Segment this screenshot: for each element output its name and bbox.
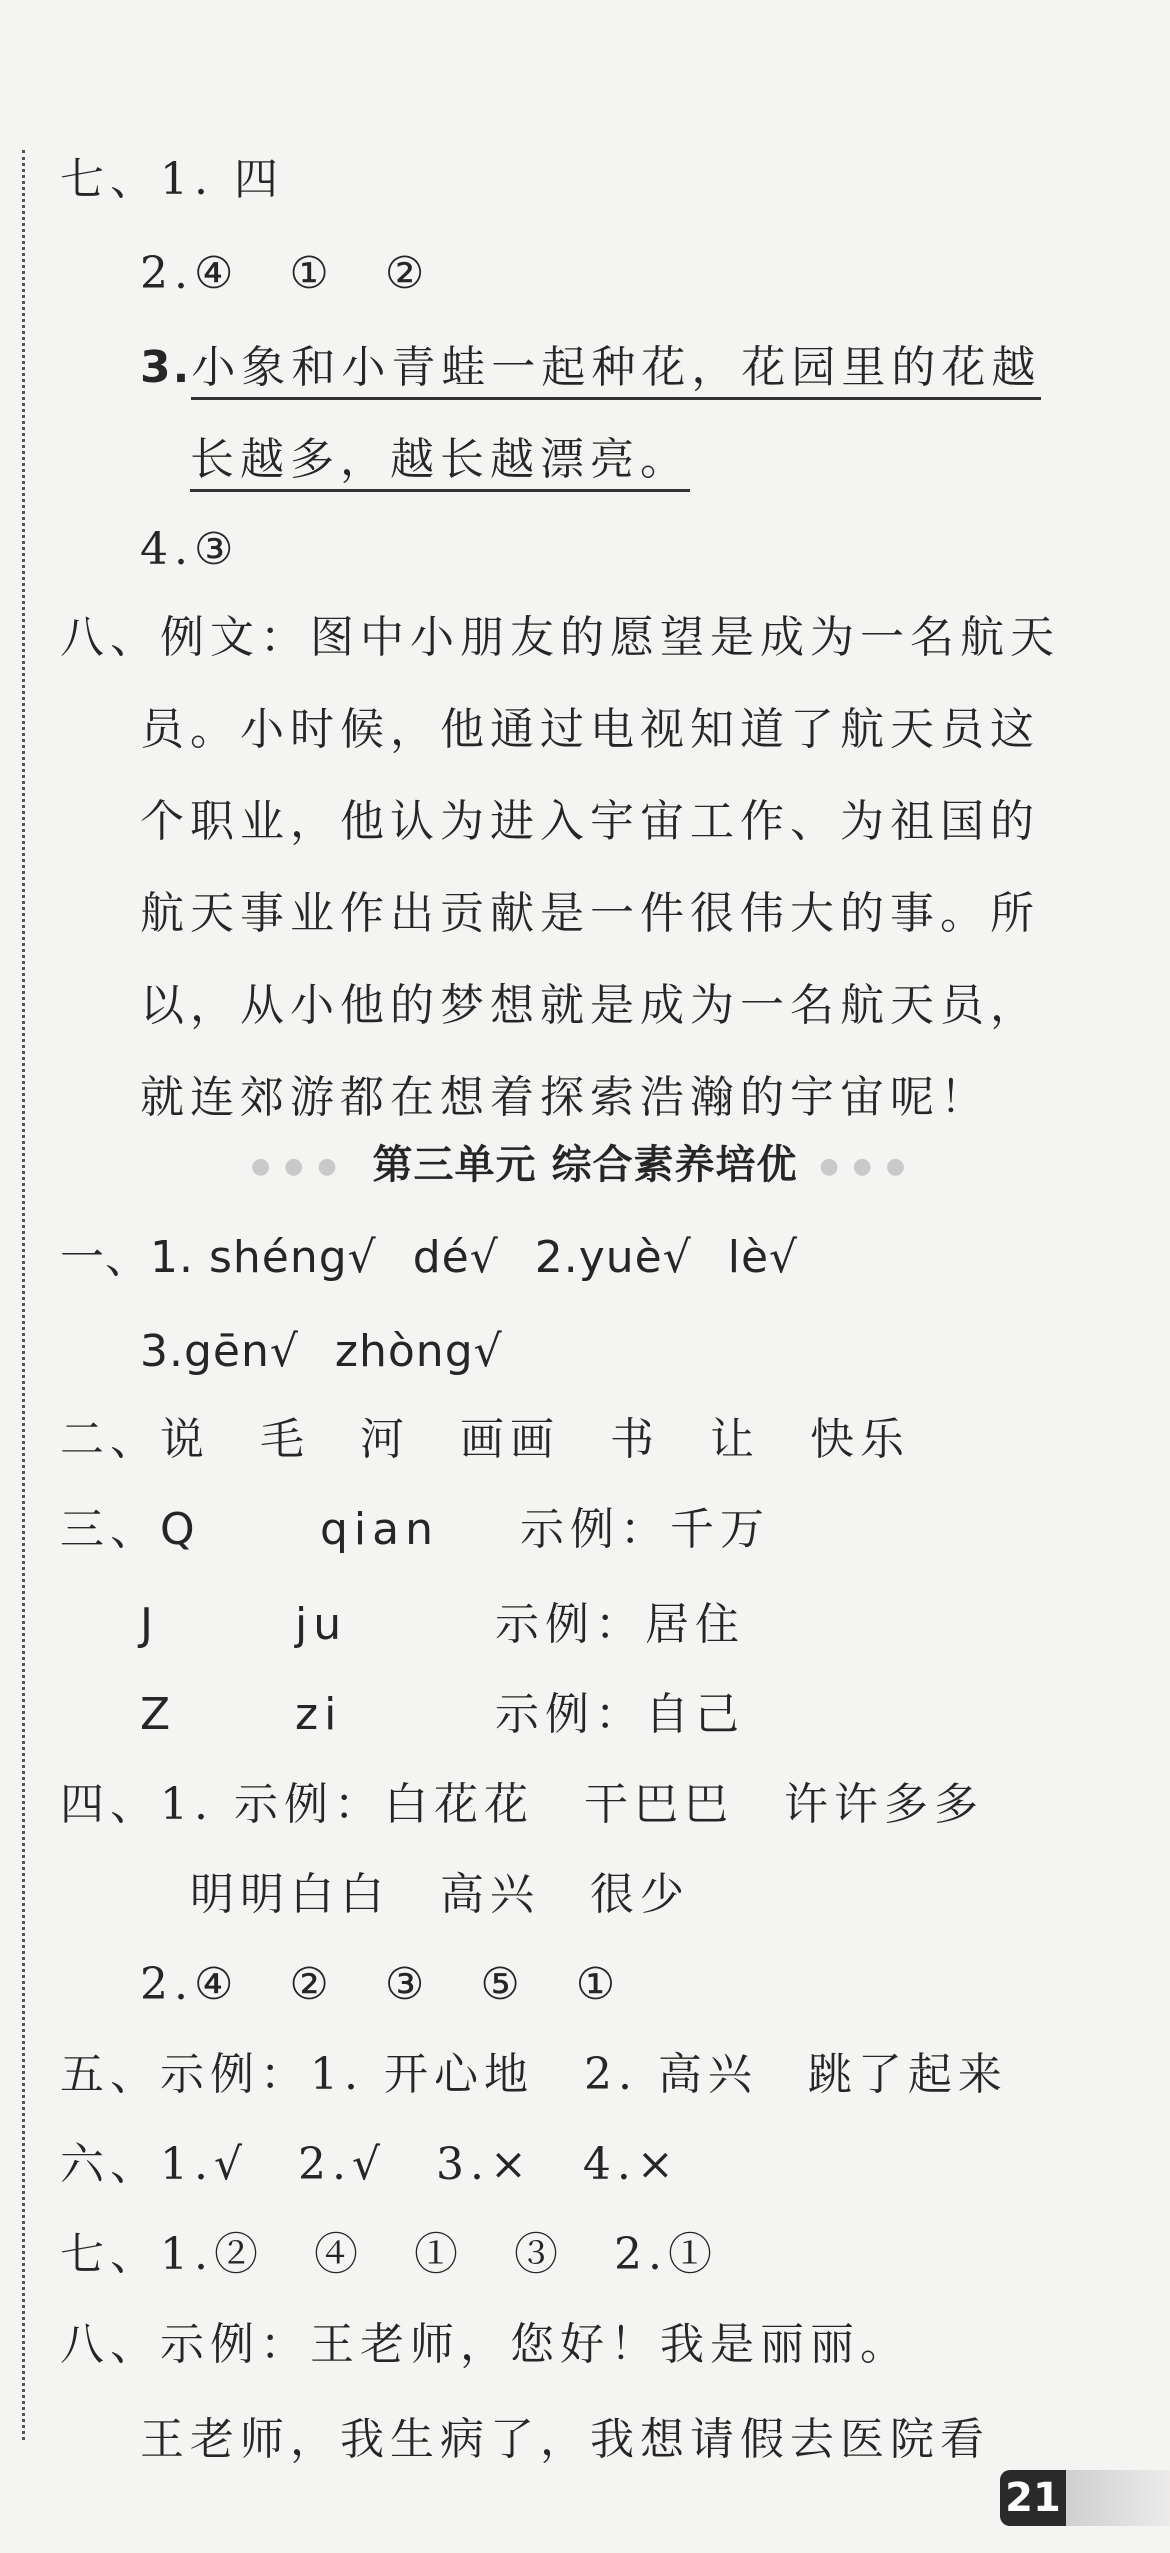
q1-answer-e: 3.gēn√ xyxy=(140,1326,299,1377)
q7-line: 七、1.② ④ ① ③ 2.① xyxy=(60,2229,718,2280)
unit-title-dots-right: ●●● xyxy=(819,1154,920,1179)
q5-line: 五、示例：1. 开心地 2. 高兴 跳了起来 xyxy=(60,2049,1008,2100)
s7-item-3-answer-cont: 长越多，越长越漂亮。 xyxy=(190,434,690,492)
unit-title xyxy=(0,1135,1170,1197)
s8-line-6: 就连郊游都在想着探索浩瀚的宇宙呢！ xyxy=(140,1072,990,1123)
q4-line-1: 四、1. 示例：白花花 干巴巴 许许多多 xyxy=(60,1779,984,1830)
s8-line-5: 以，从小他的梦想就是成为一名航天员， xyxy=(140,980,1040,1031)
q2-line: 二、说 毛 河 画画 书 让 快乐 xyxy=(60,1414,910,1465)
s7-line-4 xyxy=(190,430,690,490)
q3-example-3: 示例：自己 xyxy=(495,1689,745,1740)
q1-prefix: 一、 xyxy=(60,1232,150,1283)
unit-title-text: 第三单元 综合素养培优 xyxy=(372,1142,798,1188)
q1-answer-c: 2.yuè√ xyxy=(534,1232,692,1283)
q3-pinyin-3: zi xyxy=(295,1689,343,1740)
s7-item-3-answer: 小象和小青蛙一起种花，花园里的花越 xyxy=(191,342,1041,400)
q3-example-1: 示例：千万 xyxy=(520,1504,770,1555)
page-number: 21 xyxy=(1000,2470,1066,2526)
q3-pinyin-2: ju xyxy=(295,1599,348,1650)
q4-line-2: 明明白白 高兴 很少 xyxy=(190,1869,690,1920)
s7-line-1: 七、1. 四 xyxy=(60,154,284,205)
q1-answer-f: zhòng√ xyxy=(334,1326,503,1377)
q3-letter-3: Z xyxy=(140,1689,177,1740)
s7-item-3-number: 3. xyxy=(140,342,192,393)
q8-line-2: 王老师，我生病了，我想请假去医院看 xyxy=(140,2414,990,2465)
s8-line-2: 员。小时候，他通过电视知道了航天员这 xyxy=(140,704,1040,755)
q3-row-3 xyxy=(140,1685,745,1745)
unit-title-dots-left: ●●● xyxy=(250,1154,351,1179)
page-number-fade xyxy=(1066,2470,1170,2526)
q1-answer-b: dé√ xyxy=(412,1232,499,1283)
s7-line-5: 4.③ xyxy=(140,524,240,575)
s7-line-3 xyxy=(140,338,1041,398)
s8-line-3: 个职业，他认为进入宇宙工作、为祖国的 xyxy=(140,796,1040,847)
s8-line-4: 航天事业作出贡献是一件很伟大的事。所 xyxy=(140,888,1040,939)
q1-answer-a: 1. shéng√ xyxy=(150,1232,377,1283)
q6-line: 六、1.√ 2.√ 3.× 4.× xyxy=(60,2139,680,2190)
q3-row-1 xyxy=(60,1500,770,1560)
s7-line-2: 2.④ ① ② xyxy=(140,248,431,299)
q1-line-1 xyxy=(60,1228,798,1288)
q3-letter-1: Q xyxy=(160,1504,201,1555)
s8-line-1: 八、例文：图中小朋友的愿望是成为一名航天 xyxy=(60,612,1060,663)
q3-example-2: 示例：居住 xyxy=(495,1599,745,1650)
q3-letter-2: J xyxy=(140,1599,159,1650)
q3-row-2 xyxy=(140,1595,745,1655)
q8-line-1: 八、示例：王老师，您好！我是丽丽。 xyxy=(60,2319,910,2370)
q1-line-2 xyxy=(140,1322,503,1382)
margin-dotted-rule xyxy=(22,150,25,2440)
q4-line-3: 2.④ ② ③ ⑤ ① xyxy=(140,1959,622,2010)
q3-pinyin-1: qian xyxy=(320,1504,440,1555)
q3-prefix: 三、 xyxy=(60,1504,160,1555)
q1-answer-d: lè√ xyxy=(727,1232,799,1283)
